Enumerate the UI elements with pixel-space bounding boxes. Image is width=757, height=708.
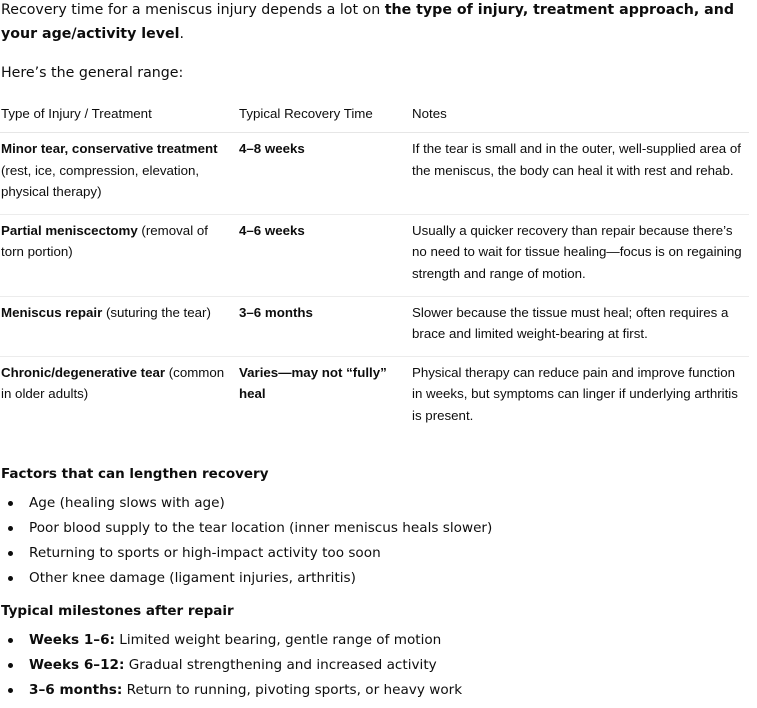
type-bold: Minor tear, conservative treatment — [1, 141, 218, 156]
intro-suffix: . — [179, 26, 185, 42]
cell-type — [0, 296, 238, 356]
cell-time: 4–8 weeks — [238, 133, 411, 215]
list-item — [0, 653, 462, 678]
list-item — [0, 541, 492, 566]
bullet-icon — [8, 501, 13, 506]
header-time: Typical Recovery Time — [238, 98, 411, 133]
bullet-icon — [8, 526, 13, 531]
milestone-label: 3–6 months: — [29, 682, 123, 698]
type-bold: Meniscus repair — [1, 304, 103, 320]
list-item — [0, 491, 492, 516]
list-item-text: Other knee damage (ligament injuries, arthritis) — [29, 570, 356, 586]
cell-time: 3–6 months — [238, 296, 411, 356]
table-row — [0, 296, 749, 356]
intro-bold: the type of injury, treatment approach, and your age/activity level — [1, 2, 735, 42]
header-notes: Notes — [411, 98, 749, 133]
cell-notes: Slower because the tissue must heal; often requires a brace and limited weight-bearing at first. — [411, 296, 749, 356]
cell-notes: If the tear is small and in the outer, well-supplied area of the meniscus, the body can heal it with rest and rehab. — [411, 133, 749, 215]
cell-time: 4–6 weeks — [238, 214, 411, 296]
table-row — [0, 214, 749, 296]
bullet-icon — [8, 576, 13, 581]
bullet-icon — [8, 663, 13, 668]
bullet-icon — [8, 551, 13, 556]
type-rest: (common in older adults) — [1, 364, 225, 402]
recovery-table — [0, 98, 749, 438]
cell-notes: Physical therapy can reduce pain and improve function in weeks, but symptoms can linger if underlying arthritis is present. — [412, 364, 738, 423]
list-item — [0, 678, 462, 703]
list-item — [0, 566, 492, 591]
bullet-icon — [8, 688, 13, 693]
type-bold: Chronic/degenerative tear — [1, 364, 166, 380]
intro-paragraph — [1, 0, 741, 46]
table-row — [0, 356, 749, 437]
list-item-text: Poor blood supply to the tear location (inner meniscus heals slower) — [29, 520, 493, 536]
milestones-heading: Typical milestones after repair — [1, 603, 234, 619]
milestone-text: Gradual strengthening and increased activity — [124, 657, 437, 673]
cell-type — [0, 133, 238, 215]
milestone-label: Weeks 6–12: — [29, 657, 125, 673]
list-item — [0, 516, 492, 541]
table-header-row — [0, 98, 749, 133]
type-rest: (rest, ice, compression, elevation, physical therapy) — [1, 162, 200, 200]
header-type: Type of Injury / Treatment — [0, 98, 238, 133]
cell-time: Varies—may not “fully” heal — [239, 364, 387, 402]
bullet-icon — [8, 638, 13, 643]
type-rest: (suturing the tear) — [102, 304, 211, 320]
list-item-text: Age (healing slows with age) — [29, 495, 225, 511]
general-range-text: Here’s the general range: — [1, 65, 184, 81]
factors-heading: Factors that can lengthen recovery — [1, 466, 269, 482]
factors-list — [0, 491, 492, 591]
cell-notes: Usually a quicker recovery than repair because there’s no need to wait for tissue healing—focus is on regaining strength and range of motion. — [411, 214, 749, 296]
milestone-label: Weeks 1–6: — [29, 632, 115, 648]
milestone-text: Limited weight bearing, gentle range of motion — [114, 632, 442, 648]
cell-type — [0, 214, 238, 296]
intro-prefix: Recovery time for a meniscus injury depends a lot on — [1, 2, 385, 18]
cell-type — [0, 356, 238, 437]
list-item — [0, 628, 462, 653]
milestones-list — [0, 628, 462, 703]
type-rest: (removal of torn portion) — [1, 222, 208, 260]
milestone-text: Return to running, pivoting sports, or heavy work — [122, 682, 463, 698]
table-row — [0, 133, 749, 215]
type-bold: Partial meniscectomy — [1, 222, 138, 238]
list-item-text: Returning to sports or high-impact activity too soon — [29, 545, 381, 561]
